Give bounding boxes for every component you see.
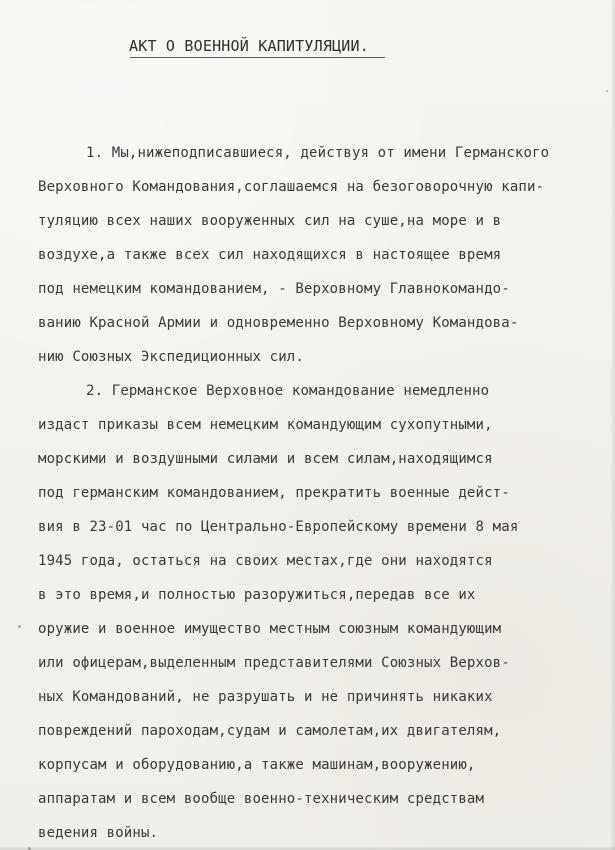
paragraph-2-line-2: издаст приказы всем немецким командующим сухопутными,: [38, 417, 493, 433]
paragraph-2-line-12: корпусам и оборудованию,а также машинам,вооружению,: [38, 757, 476, 773]
page-edge-shadow-bottom: [0, 846, 615, 850]
page-edge-shadow-right: [610, 0, 615, 850]
paragraph-2-line-4: под германским командованием, прекратить военные дейст-: [38, 485, 510, 501]
paragraph-2-line-10: ных Командований, не разрушать и не причинять никаких: [38, 689, 493, 705]
paragraph-2-line-5: вия в 23-01 час по Центрально-Европейскому времени 8 мая: [38, 519, 519, 535]
paragraph-2-line-1: 2. Германское Верховное командование немедленно: [86, 383, 490, 399]
paragraph-2-line-13: аппаратам и всем вообще военно-техническим средствам: [38, 791, 485, 807]
paragraph-2-line-9: или офицерам,выделенным представителями Союзных Верхов-: [38, 655, 510, 671]
paragraph-2-line-11: повреждений пароходам,судам и самолетам,их двигателям,: [38, 723, 502, 739]
paragraph-2-line-6: 1945 года, остаться на своих местах,где они находятся: [38, 553, 493, 569]
paragraph-1-line-7: нию Союзных Экспедиционных сил.: [38, 349, 304, 365]
paragraph-1-line-6: ванию Красной Армии и одновременно Верховному Командова-: [38, 315, 519, 331]
paragraph-1-line-1: 1. Мы,нижеподписавшиеся, действуя от имени Германского: [86, 145, 550, 161]
document-title: АКТ О ВОЕННОЙ КАПИТУЛЯЦИИ.: [129, 37, 399, 55]
paragraph-2-line-14: ведения войны.: [38, 825, 159, 841]
paragraph-2-line-7: в это время,и полностью разоружиться,передав все их: [38, 587, 476, 603]
paragraph-1-line-5: под немецким командованием, - Верховному Главнокомандо-: [38, 281, 510, 297]
ink-speck: [18, 625, 21, 628]
paragraph-2-line-8: оружие и военное имущество местным союзным командующим: [38, 621, 502, 637]
paragraph-1-line-4: воздухе,а также всех сил находящихся в настоящее время: [38, 247, 502, 263]
paragraph-2-line-3: морскими и воздушными силами и всем силам,находящимся: [38, 451, 493, 467]
paragraph-1-line-2: Верховного Командования,соглашаемся на безоговорочную капи-: [38, 179, 545, 195]
ink-speck: [606, 90, 608, 92]
paragraph-1-line-3: туляцию всех наших вооруженных сил на суше,на море и в: [38, 213, 502, 229]
